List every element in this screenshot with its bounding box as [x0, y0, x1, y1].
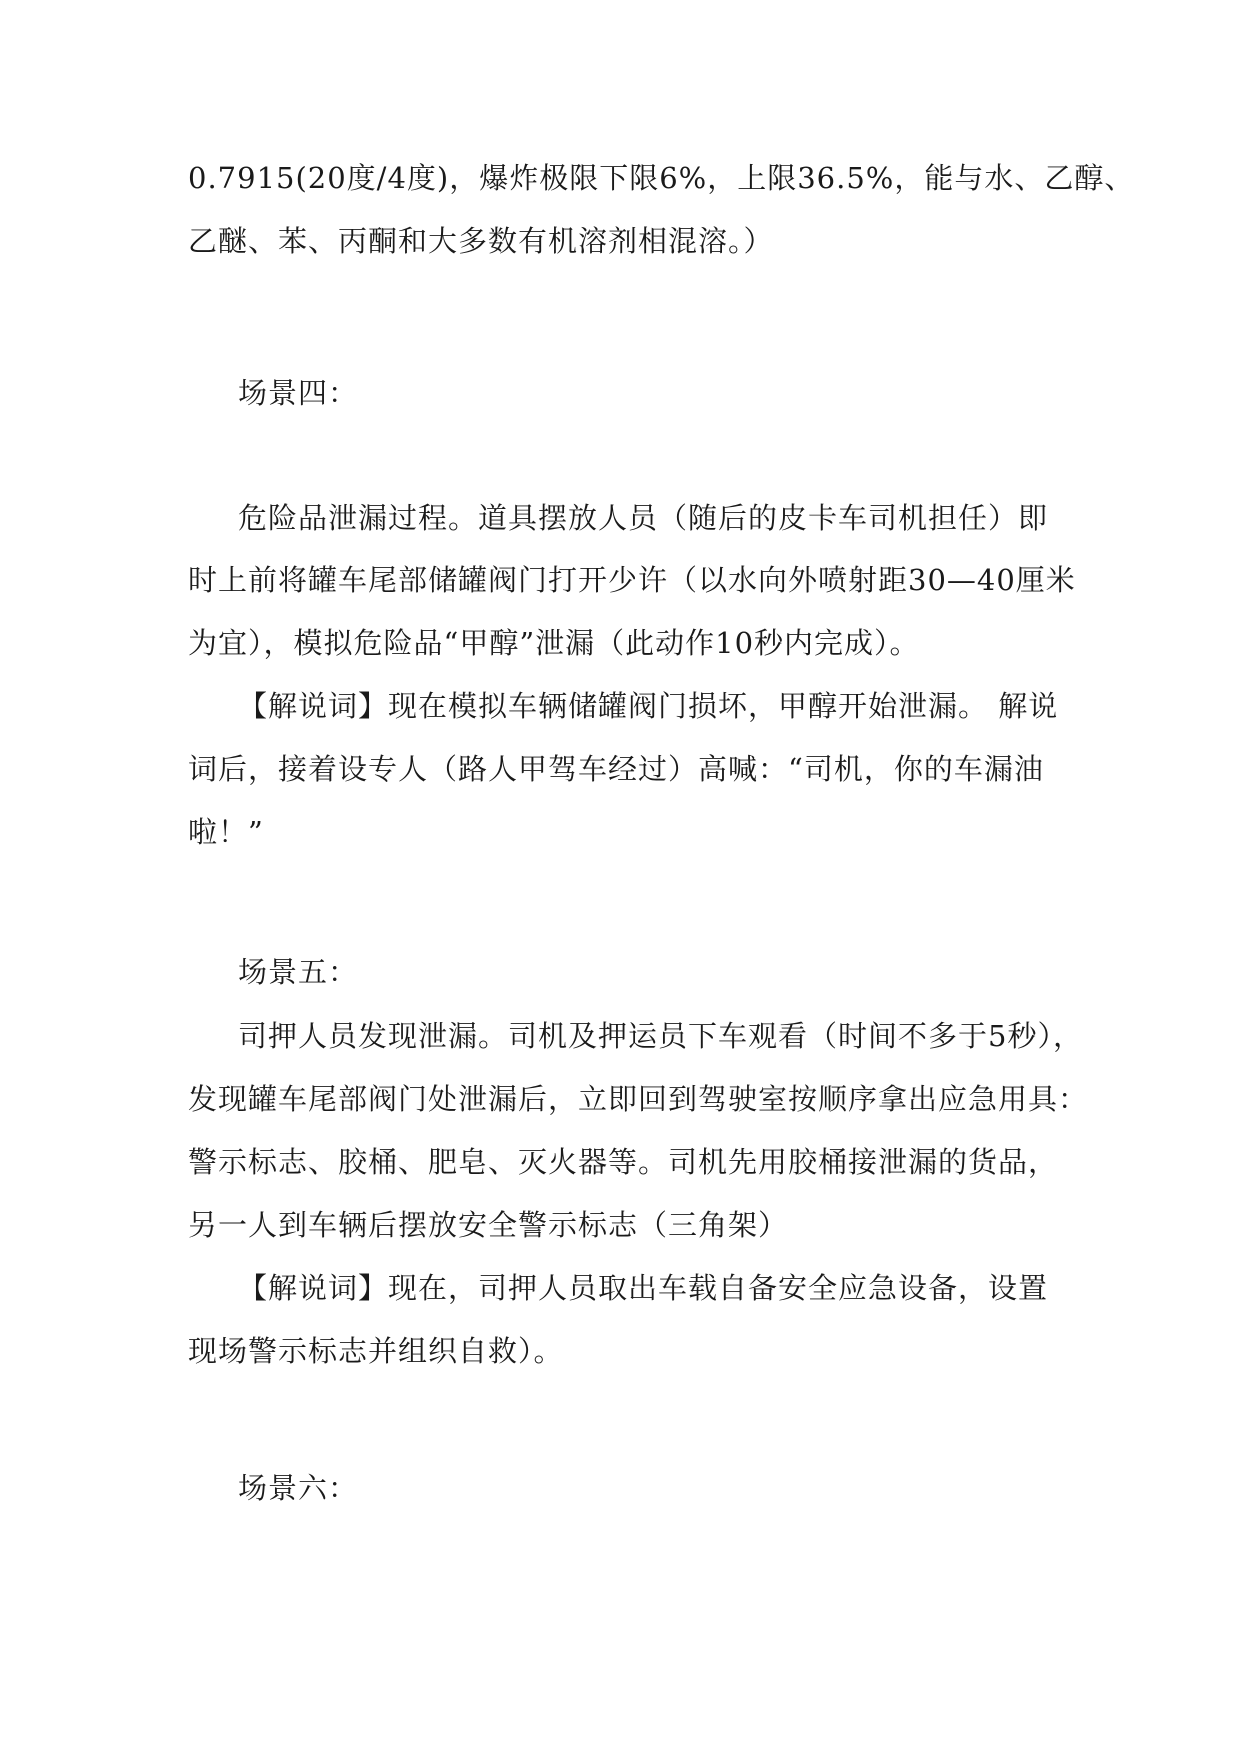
- paragraph-line: 警示标志、胶桶、肥皂、灭火器等。司机先用胶桶接泄漏的货品，: [188, 1145, 1059, 1179]
- narration-line: 【解说词】现在模拟车辆储罐阀门损坏，甲醇开始泄漏。 解说: [238, 689, 1059, 723]
- text-line: 乙醚、苯、丙酮和大多数有机溶剂相混溶。）: [188, 224, 774, 258]
- narration-line: 词后，接着设专人（路人甲驾车经过）高喊：“司机，你的车漏油: [188, 752, 1044, 786]
- paragraph-line: 危险品泄漏过程。道具摆放人员（随后的皮卡车司机担任）即: [238, 501, 1049, 535]
- paragraph-line: 时上前将罐车尾部储罐阀门打开少许（以水向外喷射距30—40厘米: [188, 563, 1076, 597]
- narration-line: 现场警示标志并组织自救）。: [188, 1334, 564, 1368]
- text-line: 0.7915(20度/4度)，爆炸极限下限6%，上限36.5%，能与水、乙醇、: [188, 161, 1135, 195]
- paragraph-line: 另一人到车辆后摆放安全警示标志（三角架）: [188, 1208, 789, 1242]
- paragraph-line: 发现罐车尾部阀门处泄漏后，立即回到驾驶室按顺序拿出应急用具：: [188, 1082, 1089, 1116]
- section-heading-scene-5: 场景五：: [238, 955, 359, 989]
- paragraph-line: 为宜），模拟危险品“甲醇”泄漏（此动作10秒内完成）。: [188, 626, 920, 660]
- narration-line: 【解说词】现在，司押人员取出车载自备安全应急设备，设置: [238, 1271, 1049, 1305]
- paragraph-line: 司押人员发现泄漏。司机及押运员下车观看（时间不多于5秒），: [238, 1019, 1083, 1053]
- section-heading-scene-4: 场景四：: [238, 376, 359, 410]
- section-heading-scene-6: 场景六：: [238, 1471, 359, 1505]
- narration-line: 啦！”: [188, 815, 264, 849]
